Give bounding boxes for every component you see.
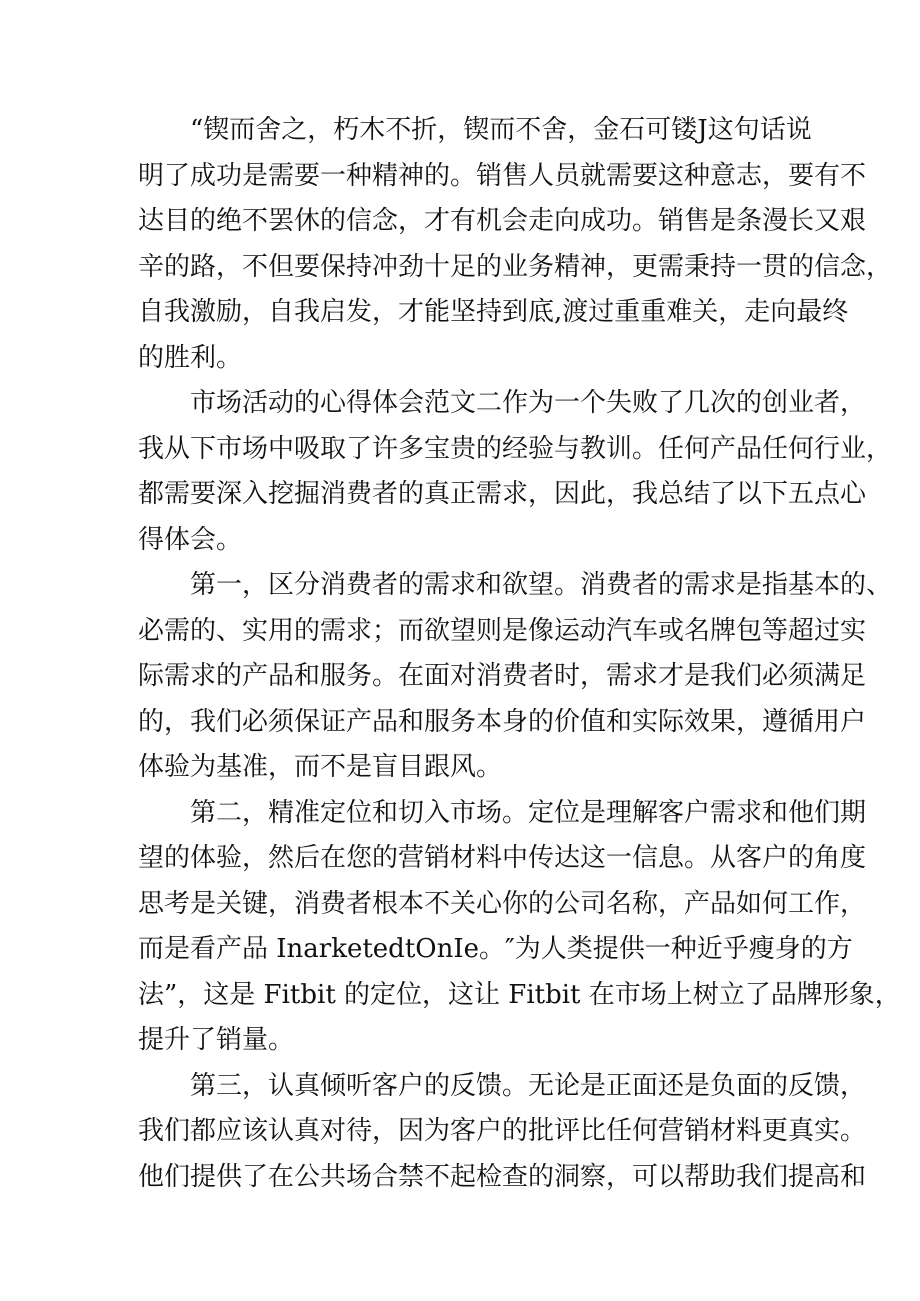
text-line: 的，我们必须保证产品和服务本身的价值和实际效果，遵循用户 [138, 706, 867, 737]
text-line: 我们都应该认真对待，因为客户的批评比任何营销材料更真实。 [138, 1116, 867, 1146]
paragraph-3 [138, 563, 893, 791]
paragraph-5 [138, 1064, 867, 1201]
text-line: 第三，认真倾听客户的反馈。无论是正面还是负面的反馈， [190, 1070, 867, 1101]
text-line: 望的体验，然后在您的营销材料中传达这一信息。从客户的角度 [138, 843, 867, 873]
text-line: “锲而舍之，朽木不折，锲而不舍，金石可镂J这句话说 [190, 115, 812, 145]
text-line: 提升了销量。 [138, 1025, 295, 1055]
text-line: 体验为基准，而不是盲目跟风。 [138, 752, 503, 782]
text-line: 的胜利。 [138, 342, 243, 373]
text-line: 而是看产品 InarketedtOnIe。″为人类提供一种近乎瘦身的方 [138, 934, 853, 964]
paragraph-4 [138, 791, 901, 1064]
text-line: 市场活动的心得体会范文二作为一个失败了几次的创业者， [190, 388, 867, 418]
text-line: 得体会。 [138, 524, 243, 555]
paragraph-1 [138, 108, 893, 381]
text-line: 辛的路，不但要保持冲劲十足的业务精神，更需秉持一贯的信念， [138, 251, 893, 282]
text-line: 第二，精准定位和切入市场。定位是理解客户需求和他们期 [190, 797, 867, 828]
text-line: 都需要深入挖掘消费者的真正需求，因此，我总结了以下五点心 [138, 479, 867, 509]
paragraph-2 [138, 381, 893, 563]
text-line: 明了成功是需要一种精神的。销售人员就需要这种意志，要有不 [138, 160, 867, 191]
text-line: 必需的、实用的需求；而欲望则是像运动汽车或名牌包等超过实 [138, 615, 867, 646]
text-line: 我从下市场中吸取了许多宝贵的经验与教训。任何产品任何行业， [138, 433, 893, 464]
text-line: 法”，这是 Fitbit 的定位，这让 Fitbit 在市场上树立了品牌形象， [138, 979, 901, 1010]
text-line: 他们提供了在公共场合禁不起检查的洞察，可以帮助我们提高和 [138, 1161, 867, 1192]
text-line: 思考是关键，消费者根本不关心你的公司名称，产品如何工作， [138, 888, 867, 919]
text-line: 际需求的产品和服务。在面对消费者时，需求才是我们必须满足 [138, 661, 867, 691]
text-line: 达目的绝不罢休的信念，才有机会走向成功。销售是条漫长又艰 [138, 206, 867, 236]
text-line: 自我激励，自我启发，才能坚持到底,渡过重重难关，走向最终 [138, 297, 849, 327]
document-body [138, 108, 901, 1200]
text-line: 第一，区分消费者的需求和欲望。消费者的需求是指基本的、 [190, 570, 893, 600]
